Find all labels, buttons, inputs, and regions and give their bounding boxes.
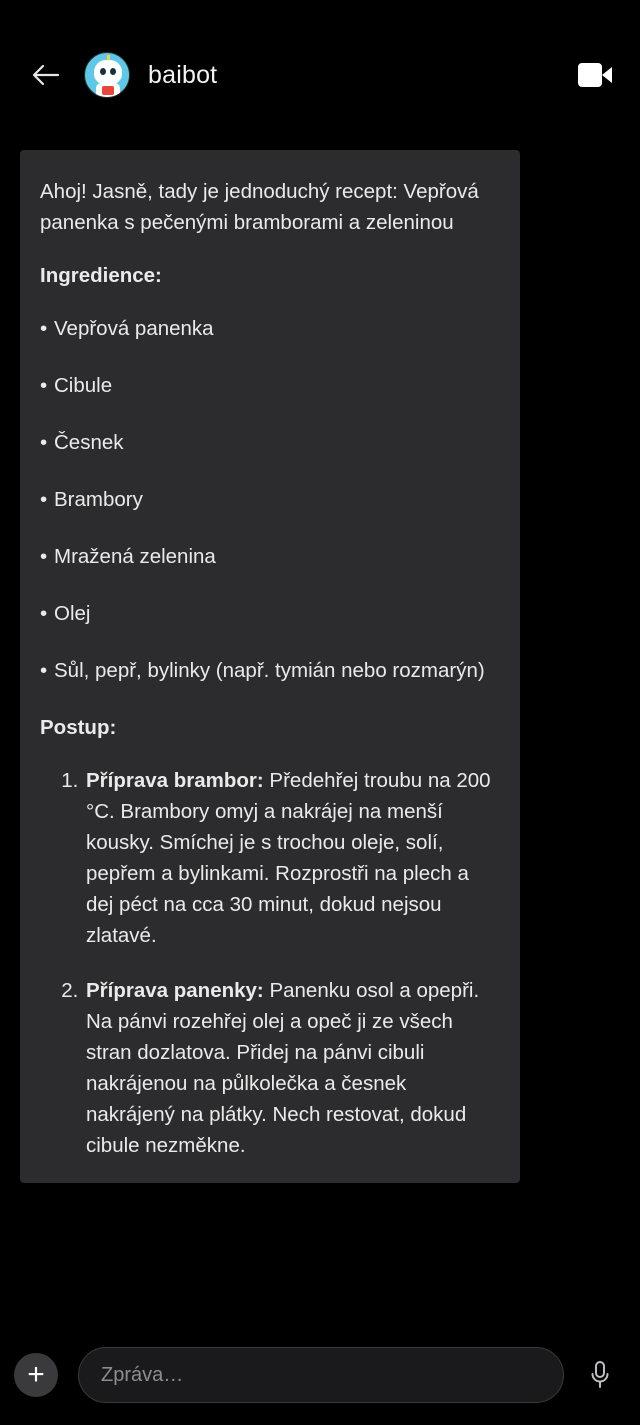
- message-bubble: [20, 150, 520, 1183]
- message-composer: [0, 1325, 640, 1425]
- list-item: • Mražená zelenina: [40, 541, 496, 572]
- step-title: Příprava brambor:: [86, 769, 264, 792]
- microphone-icon: [588, 1359, 612, 1391]
- avatar-head: [94, 60, 122, 84]
- list-item: • Česnek: [40, 427, 496, 458]
- message-list[interactable]: [0, 150, 640, 1325]
- video-camera-icon: [578, 63, 612, 87]
- message-input-wrapper[interactable]: [78, 1347, 564, 1403]
- video-call-button[interactable]: [572, 52, 618, 98]
- list-item: • Olej: [40, 598, 496, 629]
- back-button[interactable]: [26, 55, 66, 95]
- message-input[interactable]: [101, 1364, 541, 1387]
- list-item: • Brambory: [40, 484, 496, 515]
- ingredients-heading: Ingredience:: [40, 264, 162, 287]
- message-intro: Ahoj! Jasně, tady je jednoduchý recept: Vepřová panenka s pečenými bramborami a zeleninou: [40, 180, 479, 234]
- avatar-eye-right: [110, 68, 116, 75]
- arrow-left-icon: [31, 63, 61, 87]
- plus-icon: +: [27, 1358, 45, 1391]
- voice-record-button[interactable]: [580, 1353, 620, 1397]
- step-text: Panenku osol a opepři. Na pánvi rozehřej olej a opeč ji ze všech stran dozlatova. Přidej na pánvi cibuli nakrájenou na půlkolečka a česnek nakrájený na plátky. Nech restovat, dokud cibule nezměkne.: [86, 979, 480, 1157]
- steps-heading: Postup:: [40, 716, 117, 739]
- step-title: Příprava panenky:: [86, 979, 264, 1002]
- page-title: baibot: [148, 60, 218, 89]
- step-text: Předehřej troubu na 200 °C. Brambory omyj a nakrájej na menší kousky. Smíchej je s trochou oleje, solí, pepřem a bylinkami. Rozprostři na plech a dej péct na cca 30 minut, dokud nejsou zlatavé.: [86, 769, 491, 947]
- list-item: • Cibule: [40, 370, 496, 401]
- list-item: • Vepřová panenka: [40, 313, 496, 344]
- avatar-chest: [102, 86, 114, 95]
- list-item: [84, 975, 496, 1161]
- ingredients-list: [40, 313, 496, 686]
- app-header: [0, 0, 640, 150]
- avatar[interactable]: [84, 52, 130, 98]
- avatar-eye-left: [100, 68, 106, 75]
- attach-button[interactable]: [14, 1353, 58, 1397]
- list-item: [84, 765, 496, 951]
- steps-list: [40, 765, 496, 1161]
- list-item: • Sůl, pepř, bylinky (např. tymián nebo rozmarýn): [40, 655, 496, 686]
